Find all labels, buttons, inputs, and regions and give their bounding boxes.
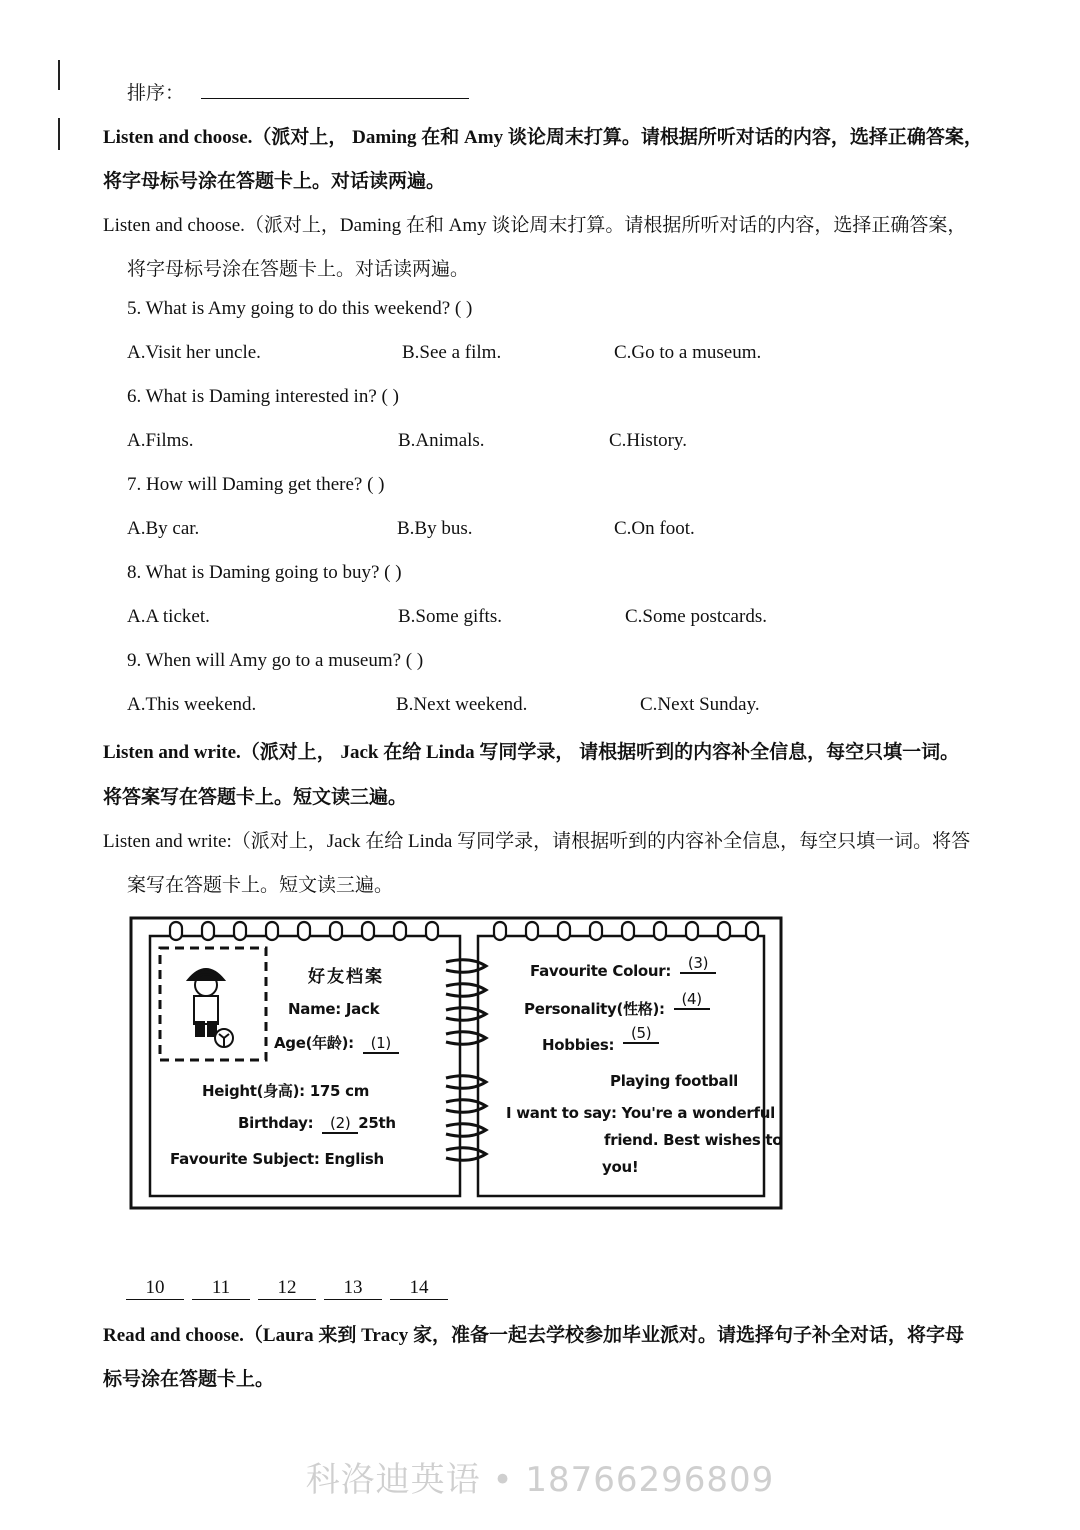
question-6: 6. What is Daming interested in? ( ) (127, 386, 399, 407)
question-5-option-c: C.Go to a museum. (614, 342, 762, 363)
question-7-option-a: A.By car. (127, 518, 200, 539)
answer-blank-12: 12 (258, 1277, 316, 1300)
hobbies-label: Hobbies: (542, 1036, 615, 1054)
question-6-option-b: B.Animals. (398, 430, 485, 451)
birthday-label: Birthday: (238, 1114, 314, 1132)
answer-blanks-row (126, 1277, 456, 1300)
sort-label: 排序： (127, 83, 185, 104)
question-8-option-b: B.Some gifts. (398, 606, 502, 627)
hobbies-blank: (5) (623, 1024, 659, 1044)
card-personality (524, 990, 710, 1020)
question-9-option-a: A.This weekend. (127, 694, 257, 715)
section-2-plain-line-2: 案写在答题卡上。短文读三遍。 (127, 875, 394, 896)
personality-label: Personality(性格): (524, 1000, 665, 1018)
card-name: Name: Jack (288, 1000, 380, 1018)
question-5-option-b: B.See a film. (402, 342, 502, 363)
card-hobby-value: Playing football (610, 1072, 739, 1090)
watermark: 科洛迪英语 • 18766296809 (305, 1460, 775, 1500)
age-label: Age(年龄): (274, 1034, 354, 1052)
answer-blank-13: 13 (324, 1277, 382, 1300)
personality-blank: (4) (674, 990, 710, 1010)
question-6-option-a: A.Films. (127, 430, 194, 451)
section-1-bold-line-1: Listen and choose.（派对上， Daming 在和 Amy 谈论周末打算。请根据所听对话的内容，选择正确答案， (103, 127, 983, 148)
birthday-suffix: 25th (358, 1114, 396, 1132)
card-want-line-1: I want to say: You're a wonderful (506, 1104, 775, 1122)
section-2-bold-line-2: 将答案写在答题卡上。短文读三遍。 (103, 787, 408, 808)
age-blank: (1) (363, 1034, 399, 1054)
section-2-plain-line-1: Listen and write:（派对上，Jack 在给 Linda 写同学录，请根据听到的内容补全信息，每空只填一词。将答 (103, 831, 971, 852)
question-7: 7. How will Daming get there? ( ) (127, 474, 385, 495)
card-want-line-3: you! (602, 1158, 639, 1176)
card-birthday (238, 1114, 396, 1134)
answer-blank-11: 11 (192, 1277, 250, 1300)
sort-blank (201, 98, 469, 99)
question-9-option-c: C.Next Sunday. (640, 694, 760, 715)
section-1-plain-line-2: 将字母标号涂在答题卡上。对话读两遍。 (127, 259, 470, 280)
section-1-bold-line-2: 将字母标号涂在答题卡上。对话读两遍。 (103, 171, 446, 192)
section-3-bold-line-2: 标号涂在答题卡上。 (103, 1369, 275, 1390)
colour-blank: (3) (680, 954, 716, 974)
margin-mark-1 (58, 60, 60, 90)
question-7-option-c: C.On foot. (614, 518, 695, 539)
boy-figure-icon (188, 969, 233, 1047)
question-9: 9. When will Amy go to a museum? ( ) (127, 650, 424, 671)
question-6-option-c: C.History. (609, 430, 687, 451)
margin-mark-2 (58, 118, 60, 150)
sort-row (127, 78, 469, 105)
friend-profile-card (128, 910, 788, 1215)
card-hobbies (542, 1024, 659, 1056)
question-5-option-a: A.Visit her uncle. (127, 342, 261, 363)
birthday-blank: (2) (322, 1114, 358, 1134)
section-1-plain-line-1: Listen and choose.（派对上，Daming 在和 Amy 谈论周末打算。请根据所听对话的内容，选择正确答案， (103, 215, 967, 236)
question-9-option-b: B.Next weekend. (396, 694, 528, 715)
question-8: 8. What is Daming going to buy? ( ) (127, 562, 402, 583)
card-colour (530, 954, 716, 982)
section-3-bold-line-1: Read and choose.（Laura 来到 Tracy 家，准备一起去学校参加毕业派对。请选择句子补全对话，将字母 (103, 1325, 964, 1346)
answer-blank-10: 10 (126, 1277, 184, 1300)
card-title: 好友档案 (308, 967, 384, 987)
colour-label: Favourite Colour: (530, 962, 672, 980)
question-7-option-b: B.By bus. (397, 518, 473, 539)
question-8-option-c: C.Some postcards. (625, 606, 767, 627)
answer-blank-14: 14 (390, 1277, 448, 1300)
section-2-bold-line-1: Listen and write.（派对上， Jack 在给 Linda 写同学录， 请根据听到的内容补全信息，每空只填一词。 (103, 742, 960, 763)
card-height: Height(身高): 175 cm (202, 1082, 370, 1100)
question-8-option-a: A.A ticket. (127, 606, 210, 627)
card-age (274, 1032, 399, 1054)
card-subject: Favourite Subject: English (170, 1150, 384, 1168)
card-want-line-2: friend. Best wishes to (604, 1131, 783, 1149)
question-5: 5. What is Amy going to do this weekend? ( ) (127, 298, 473, 319)
